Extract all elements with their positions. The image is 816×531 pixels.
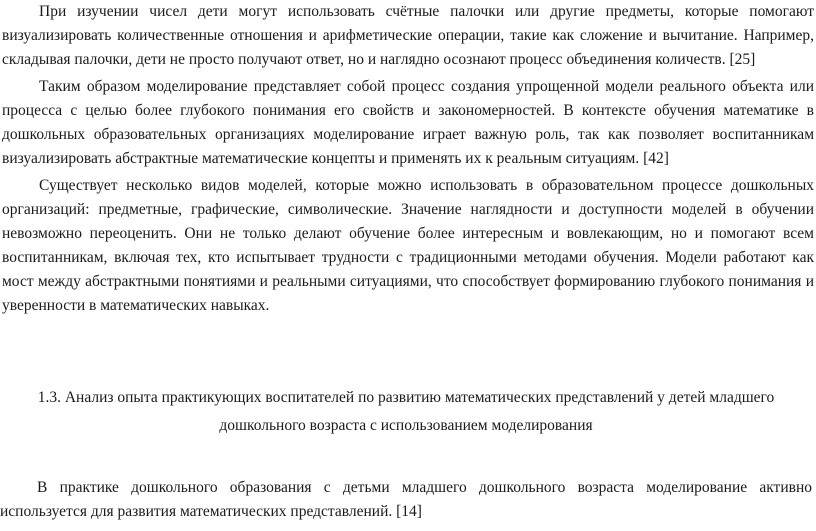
section-heading xyxy=(0,384,812,440)
paragraph-modeling-definition: Таким образом моделирование представляет собой процесс создания упрощенной модели реального объекта или процесса с целью более глубокого понимания его свойств и закономерностей. В контексте обучения математике в дошкольных образовательных организациях моделирование играет важную роль, так как позволяет воспитанникам визуализировать абстрактные математические концепты и применять их к реальным ситуациям. [42] xyxy=(2,78,814,167)
document-page xyxy=(2,0,814,318)
paragraph-practice: В практике дошкольного образования с детьми младшего дошкольного возраста моделирование активно используется для развития математических представлений. [14] xyxy=(0,479,812,520)
section-heading-line-2: дошкольного возраста с использованием моделирования xyxy=(219,417,593,434)
section-heading-line-1: 1.3. Анализ опыта практикующих воспитателей по развитию математических представлений у детей младшего xyxy=(37,389,775,406)
paragraph-model-types: Существует несколько видов моделей, которые можно использовать в образовательном процессе дошкольных организаций: предметные, графические, символические. Значение наглядности и доступности моделей в обучении невозможно переоценить. Они не только делают обучение более интересным и вовлекающим, но и помогают всем воспитанникам, включая тех, кто испытывает трудности с традиционными методами обучения. Модели работают как мост между абстрактными понятиями и реальными ситуациями, что способствует формированию глубокого понимания и уверенности в математических навыках. xyxy=(2,177,814,314)
paragraph-counting-sticks: При изучении чисел дети могут использовать счётные палочки или другие предметы, которые помогают визуализировать количественные отношения и арифметические операции, такие как сложение и вычитание. Например, складывая палочки, дети не просто получают ответ, но и наглядно осознают процесс объединения количеств. [25] xyxy=(2,3,814,68)
